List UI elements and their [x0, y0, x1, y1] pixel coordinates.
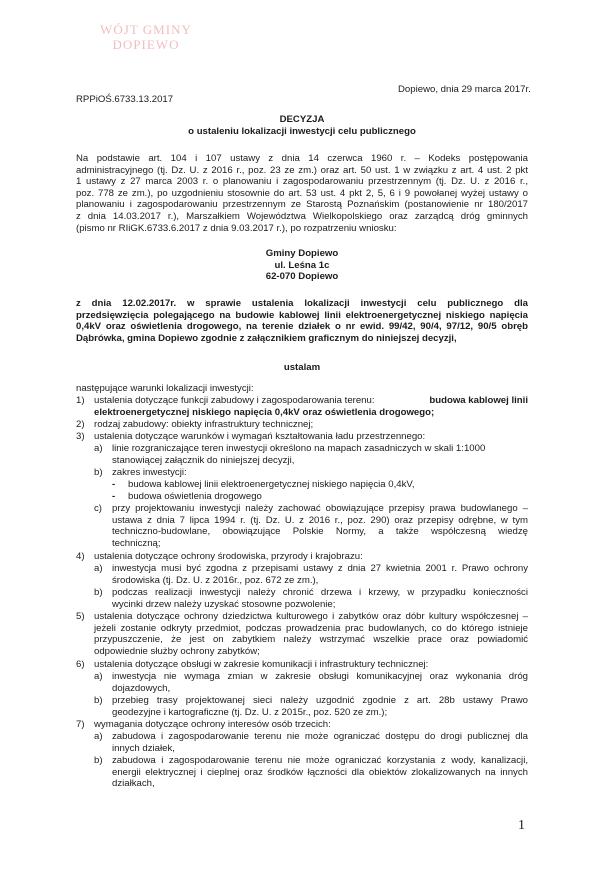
item-5-line: jeżeli zostanie odkryty przedmiot, podczas prowadzenia prac budowlanych, co do którego istnieje [94, 622, 528, 634]
subitem-letter: c) [94, 503, 102, 514]
applicant-street: ul. Leśna 1c [274, 259, 330, 271]
legal-basis-line: planowaniu i zagospodarowaniu przestrzennym ze Starostą Poznańskim (postanowienie nr 180/2017 [76, 199, 528, 211]
decision-word: ustalam [283, 362, 321, 373]
item-6-text: ustalenia dotyczące obsługi w zakresie komunikacji i infrastruktury technicznej: [94, 659, 429, 670]
legal-basis-paragraph [76, 153, 528, 234]
subject-line: przedsięwzięcia polegającego na budowie kablowej linii elektroenergetycznej niskiego napięcia [76, 309, 528, 321]
subitem-letter: b) [94, 587, 103, 598]
item-3b-dash-1: budowa kablowej linii elektroenergetycznej niskiego napięcia 0,4kV, [128, 479, 415, 490]
item-1-bold-text: budowa kablowej linii [429, 395, 528, 406]
decision-title: DECYZJA [279, 114, 325, 125]
subitem-letter: b) [94, 695, 103, 706]
stamp-line-2: DOPIEWO [112, 37, 180, 52]
legal-basis-line: (pismo nr RIiGK.6733.6.2017 z dnia 9.03.2017 r.), po rozpatrzeniu wniosku: [76, 222, 397, 234]
dash-bullet: - [112, 479, 116, 490]
item-4b-line: wycinki drzew należy uzyskać stosowne pozwolenie; [112, 598, 336, 610]
subitem-letter: a) [94, 731, 103, 742]
dash-bullet: - [112, 491, 116, 502]
item-3c-line: techniczno-budowlane, obowiązujące Polskie Normy, a także współczesną wiedzę [112, 526, 528, 538]
item-7a-line: zabudowa i zagospodarowanie terenu nie może ograniczać dostępu do drogi publicznej dla [112, 731, 528, 742]
item-3b-dash-2: budowa oświetlenia drogowego [128, 491, 262, 502]
item-7a-block [112, 731, 528, 754]
item-7b-line: działkach, [112, 778, 155, 790]
item-6a-line: dojazdowych, [112, 682, 171, 694]
legal-basis-line: z dnia 14.03.2017 r.), Marszałkiem Województwa Wielkopolskiego oraz zarządcą dróg gminnych [76, 210, 528, 222]
item-4a-block [112, 563, 528, 586]
item-number: 5) [76, 611, 85, 622]
item-1-line-1 [94, 395, 528, 407]
item-7b-block [112, 755, 528, 790]
item-6b-line: przebieg trasy projektowanej sieci należy uzgodnić zgodnie z art. 28b ustawy Prawo [112, 695, 528, 706]
subitem-letter: b) [94, 755, 103, 766]
item-number: 6) [76, 659, 85, 670]
subject-line: z dnia 12.02.2017r. w sprawie ustalenia lokalizacji inwestycji celu publicznego dla [76, 298, 528, 309]
applicant-block [76, 248, 528, 283]
stamp-line-1: WÓJT GMINY [100, 22, 192, 37]
item-7b-line: energii elektrycznej i cieplnej oraz środków łączności dla obiektów zlokalizowanych na innych [112, 766, 528, 778]
item-number: 7) [76, 719, 85, 730]
subject-line: 0,4kV oraz oświetlenia drogowego, na terenie działek o nr ewid. 99/42, 90/4, 97/12, 90/5 obręb [76, 321, 528, 333]
item-1-bold-line-2: elektroenergetycznej niskiego napięcia 0,4kV oraz oświetlenia drogowego; [94, 407, 435, 418]
subitem-letter: b) [94, 467, 103, 478]
item-5-line: odpowiednie służby ochrony zabytków; [94, 645, 260, 657]
item-3b-text: zakres inwestycji: [112, 467, 187, 478]
subitem-letter: a) [94, 671, 103, 682]
place-and-date: Dopiewo, dnia 29 marca 2017r. [398, 84, 531, 95]
legal-basis-line: Na podstawie art. 104 i 107 ustawy z dnia 14 czerwca 1960 r. – Kodeks postępowania [76, 153, 528, 164]
item-4a-line: środowiska (tj. Dz. U. z 2016r., poz. 672 ze zm.), [112, 574, 319, 586]
legal-basis-line: 1 ustawy z 27 marca 2003 r. o planowaniu i zagospodarowaniu przestrzennym (tj. Dz. U. z 2016 r., [76, 176, 528, 188]
item-2-text: rodzaj zabudowy: obiekty infrastruktury technicznej; [94, 419, 314, 430]
item-3a-line: linie rozgraniczające teren inwestycji określono na mapach zasadniczych w skali 1:1000 [112, 443, 486, 454]
subitem-letter: a) [94, 443, 103, 454]
item-number: 2) [76, 419, 85, 430]
item-7b-line: zabudowa i zagospodarowanie terenu nie może ograniczać korzystania z wody, kanalizacji, [112, 755, 528, 766]
applicant-postcode: 62-070 Dopiewo [265, 271, 339, 283]
item-number: 3) [76, 431, 85, 442]
subject-line: Dąbrówka, gmina Dopiewo zgodnie z załącznikiem graficznym do niniejszej decyzji, [76, 332, 457, 344]
item-4b-line: podczas realizacji inwestycji należy chronić drzewa i krzewy, w przypadku konieczności [112, 587, 528, 598]
subject-paragraph [76, 298, 528, 344]
item-5-block [94, 611, 528, 657]
item-number: 1) [76, 395, 85, 406]
item-4-text: ustalenia dotyczące ochrony środowiska, przyrody i krajobrazu: [94, 551, 363, 562]
item-5-line: ustalenia dotyczące ochrony dziedzictwa kulturowego i zabytków oraz dóbr kultury współczesnej – [94, 611, 528, 622]
item-3a-line: stanowiącej załącznik do niniejszej decyzji, [112, 455, 295, 466]
legal-basis-line: poz. 778 ze zm.), po uzgodnieniu stosownie do art. 53 ust. 4 pkt 2, 5, 6 i 9 powołanej wyżej ustawy o [76, 187, 528, 199]
item-7a-line: innych działek, [112, 742, 175, 754]
item-6a-block [112, 671, 528, 694]
office-stamp [86, 22, 206, 52]
conditions-intro: następujące warunki lokalizacji inwestycji: [76, 383, 254, 394]
item-3c-line: przy projektowaniu inwestycji należy zachować obowiązujące przepisy prawa budowlanego – [112, 503, 528, 514]
decision-subtitle: o ustaleniu lokalizacji inwestycji celu publicznego [188, 126, 416, 137]
legal-basis-line: administracyjnego (tj. Dz. U. z 2016 r., poz. 23 ze zm.) oraz art. 50 ust. 1 w związku z art. 4 ust. 2 pkt [76, 164, 528, 176]
item-3c-block [112, 503, 528, 549]
item-4b-block [112, 587, 528, 610]
item-4a-line: inwestycja musi być zgodna z przepisami ustawy z dnia 27 kwietnia 2001 r. Prawo ochrony [112, 563, 528, 574]
reference-number: RPPiOŚ.6733.13.2017 [76, 94, 174, 105]
item-6a-line: inwestycja nie wymaga zmian w zakresie obsługi komunikacyjnej oraz wykonania dróg [112, 671, 528, 682]
item-number: 4) [76, 551, 85, 562]
item-5-line: przypuszczenie, że jest on zabytkiem należy wstrzymać wszelkie prace oraz powiadomić [94, 634, 528, 646]
item-1-text: ustalenia dotyczące funkcji zabudowy i zagospodarowania terenu: [94, 395, 375, 406]
item-6b-block [112, 695, 528, 718]
item-7-text: wymagania dotyczące ochrony interesów osób trzecich: [94, 719, 331, 730]
item-3-text: ustalenia dotyczące warunków i wymagań kształtowania ładu przestrzennego: [94, 431, 426, 442]
applicant-name: Gminy Dopiewo [265, 248, 339, 259]
item-6b-line: geodezyjne i kartograficzne (tj. Dz. U. z 2015r., poz. 520 ze zm.); [112, 706, 388, 718]
subitem-letter: a) [94, 563, 103, 574]
item-3c-line: ustawa z dnia 7 lipca 1994 r. (tj. Dz. U. z 2016 r., poz. 290) oraz przepisy odrębne, w tym [112, 514, 528, 526]
item-3c-line: techniczną; [112, 537, 161, 549]
page-number: 1 [518, 818, 525, 833]
